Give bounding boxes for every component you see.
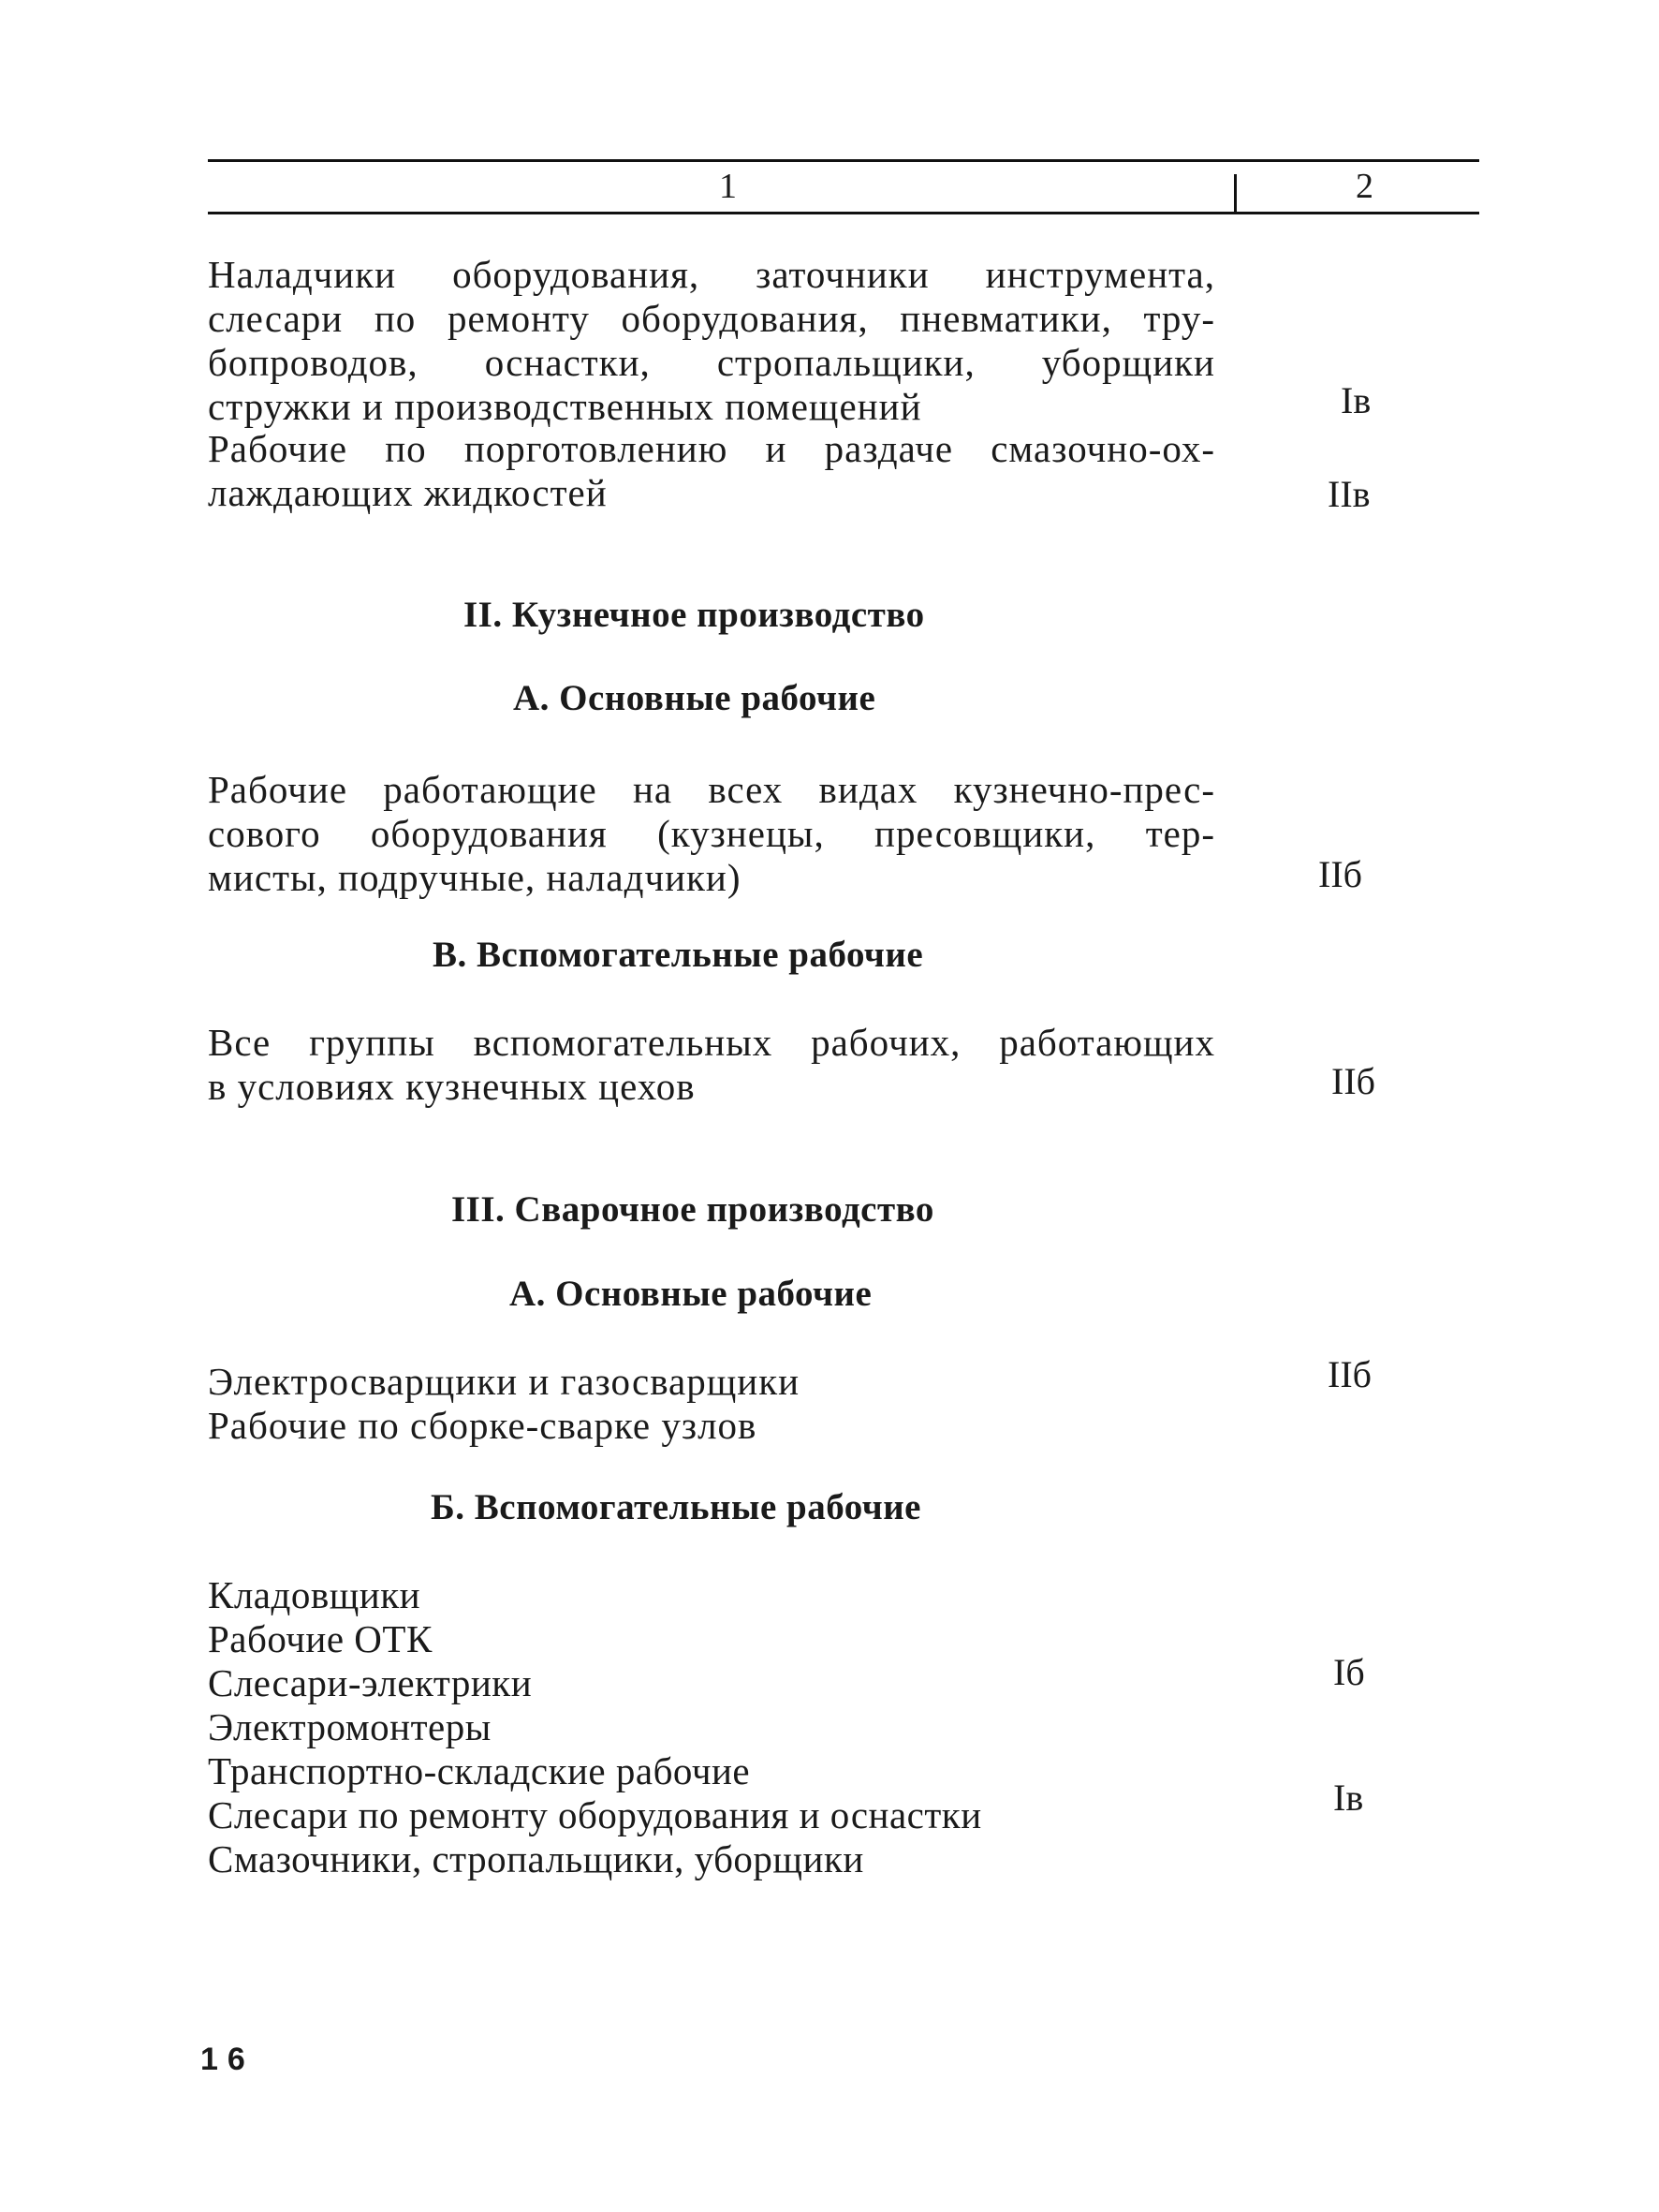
page-number: 16 [200,2042,255,2077]
group-value: Iб [1333,1651,1365,1693]
entry-line: Рабочие работающие на всех видах кузнечно-прес- [208,768,1215,811]
column-2-header: 2 [1356,167,1373,206]
column-separator [1234,174,1237,214]
group-value: Iв [1341,379,1372,421]
group-value: Iв [1333,1777,1364,1819]
entry-line: Слесари-электрики [208,1661,533,1704]
entry-line: Электросварщики и газосварщики [208,1360,800,1403]
entry-line: Наладчики оборудования, заточники инструмента, [208,253,1215,296]
subsection-heading-aux-workers: В. Вспомогательные рабочие [433,935,924,975]
entry-welders [208,1360,800,1448]
section-heading-welding: III. Сварочное производство [451,1189,934,1230]
entry-line: слесари по ремонту оборудования, пневматики, тру- [208,297,1215,340]
entry-line: сового оборудования (кузнецы, пресовщики, тер- [208,812,1215,855]
entry-line: Все группы вспомогательных рабочих, работающих [208,1021,1215,1064]
header-top-rule [208,159,1479,162]
group-value: IIв [1328,473,1371,515]
entry-forging-workers [208,768,1215,900]
entry-line: Кладовщики [208,1573,421,1616]
subsection-heading-aux-workers: Б. Вспомогательные рабочие [431,1487,921,1527]
entry-aux-welding-workers [208,1573,982,1881]
entry-line: лаждающих жидкостей [208,471,608,514]
entry-line: Электромонтеры [208,1705,492,1748]
group-value: IIб [1318,853,1362,895]
entry-line: Транспортно-складские рабочие [208,1749,751,1792]
entry-line: Рабочие по сборке-сварке узлов [208,1404,757,1447]
subsection-heading-main-workers: А. Основные рабочие [509,1274,873,1314]
entry-adjusters [208,253,1215,429]
entry-line: Рабочие ОТК [208,1617,433,1660]
column-1-header: 1 [719,167,737,206]
group-value: IIб [1328,1353,1372,1395]
entry-coolant-workers [208,427,1215,515]
entry-line: Слесари по ремонту оборудования и оснастки [208,1793,982,1836]
entry-aux-forging-workers [208,1021,1215,1109]
entry-line: Смазочники, стропальщики, уборщики [208,1837,864,1880]
entry-line: мисты, подручные, наладчики) [208,856,741,899]
entry-line: в условиях кузнечных цехов [208,1065,696,1108]
group-value: IIб [1331,1060,1375,1102]
entry-line: стружки и производственных помещений [208,385,922,428]
header-bottom-rule [208,212,1479,214]
entry-line: Рабочие по порготовлению и раздаче смазочно-ох- [208,427,1215,470]
entry-line: бопроводов, оснастки, стропальщики, уборщики [208,341,1215,384]
section-heading-forging: II. Кузнечное производство [463,595,925,635]
subsection-heading-main-workers: А. Основные рабочие [513,678,876,718]
